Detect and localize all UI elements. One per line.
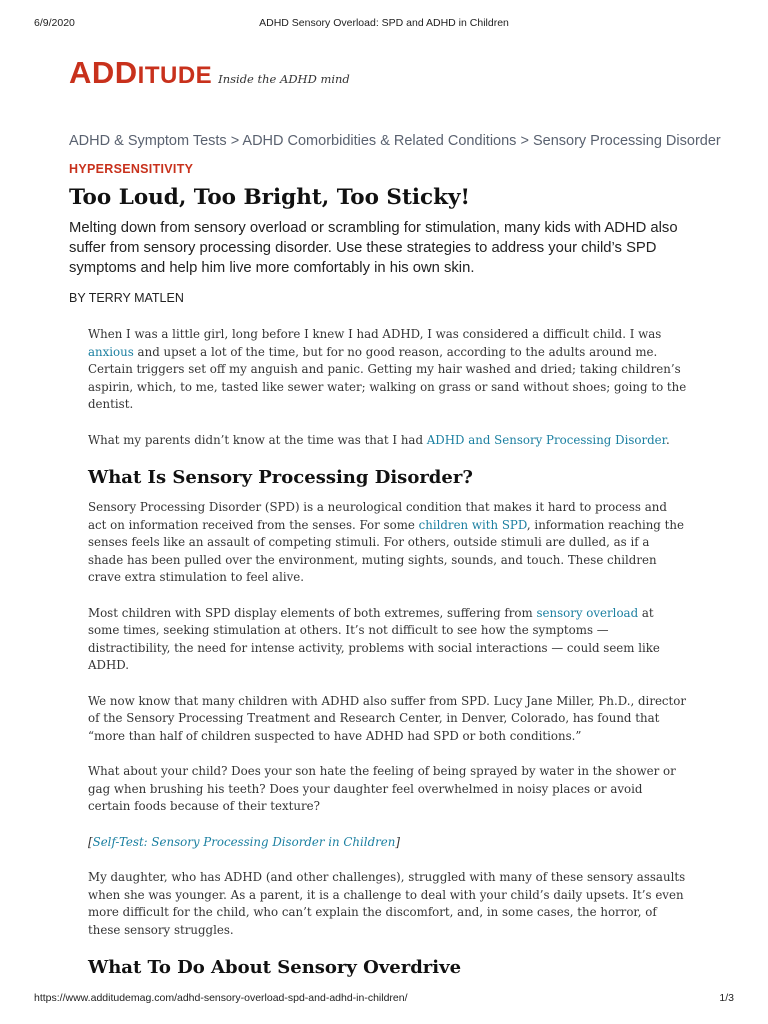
print-page-number: 1/3 bbox=[719, 992, 734, 1004]
paragraph-text: What my parents didn’t know at the time was that I had bbox=[88, 432, 427, 447]
paragraph-text: at some times, seeking stimulation at others. It’s not difficult to see how the symptoms — distractibility, the need for intense activity, problems with social interactions — could seem like ADHD. bbox=[88, 605, 660, 672]
logo-part-b: ITUDE bbox=[137, 62, 213, 89]
article-dek: Melting down from sensory overload or scrambling for stimulation, many kids with ADHD also suffer from sensory processing disorder. Use these strategies to address your child’s SPD symptoms and help him live more comfortably in his own skin. bbox=[69, 220, 678, 276]
breadcrumb-separator: > bbox=[230, 133, 240, 149]
paragraph-text: Sensory Processing Disorder (SPD) is a neurological condition that makes it hard to process and act on information received from the senses. For some bbox=[88, 500, 667, 532]
link-self-test[interactable]: Self-Test: Sensory Processing Disorder in Children bbox=[92, 834, 396, 849]
paragraph-text: . bbox=[666, 432, 670, 447]
article-byline: BY TERRY MATLEN bbox=[69, 291, 184, 305]
print-url: https://www.additudemag.com/adhd-sensory-overload-spd-and-adhd-in-children/ bbox=[34, 992, 408, 1004]
section-heading-what-to-do: What To Do About Sensory Overdrive bbox=[88, 957, 462, 978]
article-body bbox=[88, 326, 688, 989]
masthead bbox=[69, 57, 350, 88]
paragraph-text: Most children with SPD display elements of both extremes, suffering from bbox=[88, 605, 537, 620]
paragraph-5: We now know that many children with ADHD also suffer from SPD. Lucy Jane Miller, Ph.D., director of the Sensory Processing Treatment and Research Center, in Denver, Colorado, has found that “more than half of children suspected to have ADHD had SPD or both conditions.” bbox=[88, 693, 687, 743]
link-adhd-and-spd[interactable]: ADHD and Sensory Processing Disorder bbox=[426, 432, 667, 447]
paragraph-text: and upset a lot of the time, but for no good reason, according to the adults around me. Certain triggers set off my anguish and panic. Getting my hair washed and dried; taking children’s aspirin, which, to me, tasted like sewer water; walking on grass or sand without shoes; going to the dentist. bbox=[88, 344, 687, 411]
bracket-close: ] bbox=[395, 834, 400, 849]
tagline: Inside the ADHD mind bbox=[218, 72, 350, 86]
link-children-with-spd[interactable]: children with SPD bbox=[418, 517, 527, 532]
breadcrumb-item-comorbidities[interactable]: ADHD Comorbidities & Related Conditions bbox=[242, 133, 517, 149]
paragraph-1 bbox=[88, 326, 688, 414]
section-heading-what-is-spd: What Is Sensory Processing Disorder? bbox=[88, 467, 473, 488]
link-sensory-overload[interactable]: sensory overload bbox=[536, 605, 639, 620]
breadcrumb-item-spd[interactable]: Sensory Processing Disorder bbox=[532, 133, 721, 149]
breadcrumb-item-symptom-tests[interactable]: ADHD & Symptom Tests bbox=[69, 133, 227, 149]
article-category[interactable]: HYPERSENSITIVITY bbox=[69, 162, 194, 176]
print-date: 6/9/2020 bbox=[34, 17, 75, 29]
logo-part-a: ADD bbox=[69, 55, 138, 90]
paragraph-4 bbox=[88, 605, 688, 675]
self-test-callout bbox=[88, 834, 688, 852]
paragraph-7: My daughter, who has ADHD (and other challenges), struggled with many of these sensory assaults when she was younger. As a parent, it is a challenge to deal with your child’s daily upsets. It’s even more difficult for the child, who can’t explain the discomfort, and, in some cases, the horror, of these sensory struggles. bbox=[88, 870, 686, 937]
paragraph-text: , information reaching the senses feels like an assault of competing stimuli. For others, outside stimuli are dulled, as if a shade has been pulled over the environment, muting sights, sounds, and touch. These children crave extra stimulation to feel alive. bbox=[88, 517, 684, 584]
additude-logo[interactable] bbox=[69, 57, 212, 88]
breadcrumb bbox=[69, 133, 721, 149]
paragraph-text: When I was a little girl, long before I knew I had ADHD, I was considered a difficult child. I was bbox=[88, 327, 662, 341]
breadcrumb-separator: > bbox=[520, 133, 529, 149]
article-title: Too Loud, Too Bright, Too Sticky! bbox=[69, 185, 470, 210]
paragraph-3 bbox=[88, 499, 688, 587]
paragraph-6: What about your child? Does your son hate the feeling of being sprayed by water in the shower or gag when brushing his teeth? Does your daughter feel overwhelmed in noisy places or avoid certain foods because of their texture? bbox=[88, 764, 676, 813]
paragraph-2 bbox=[88, 432, 688, 450]
print-doc-title: ADHD Sensory Overload: SPD and ADHD in Children bbox=[259, 17, 509, 29]
link-anxious[interactable]: anxious bbox=[88, 344, 134, 359]
bracket-open: [ bbox=[88, 834, 93, 849]
